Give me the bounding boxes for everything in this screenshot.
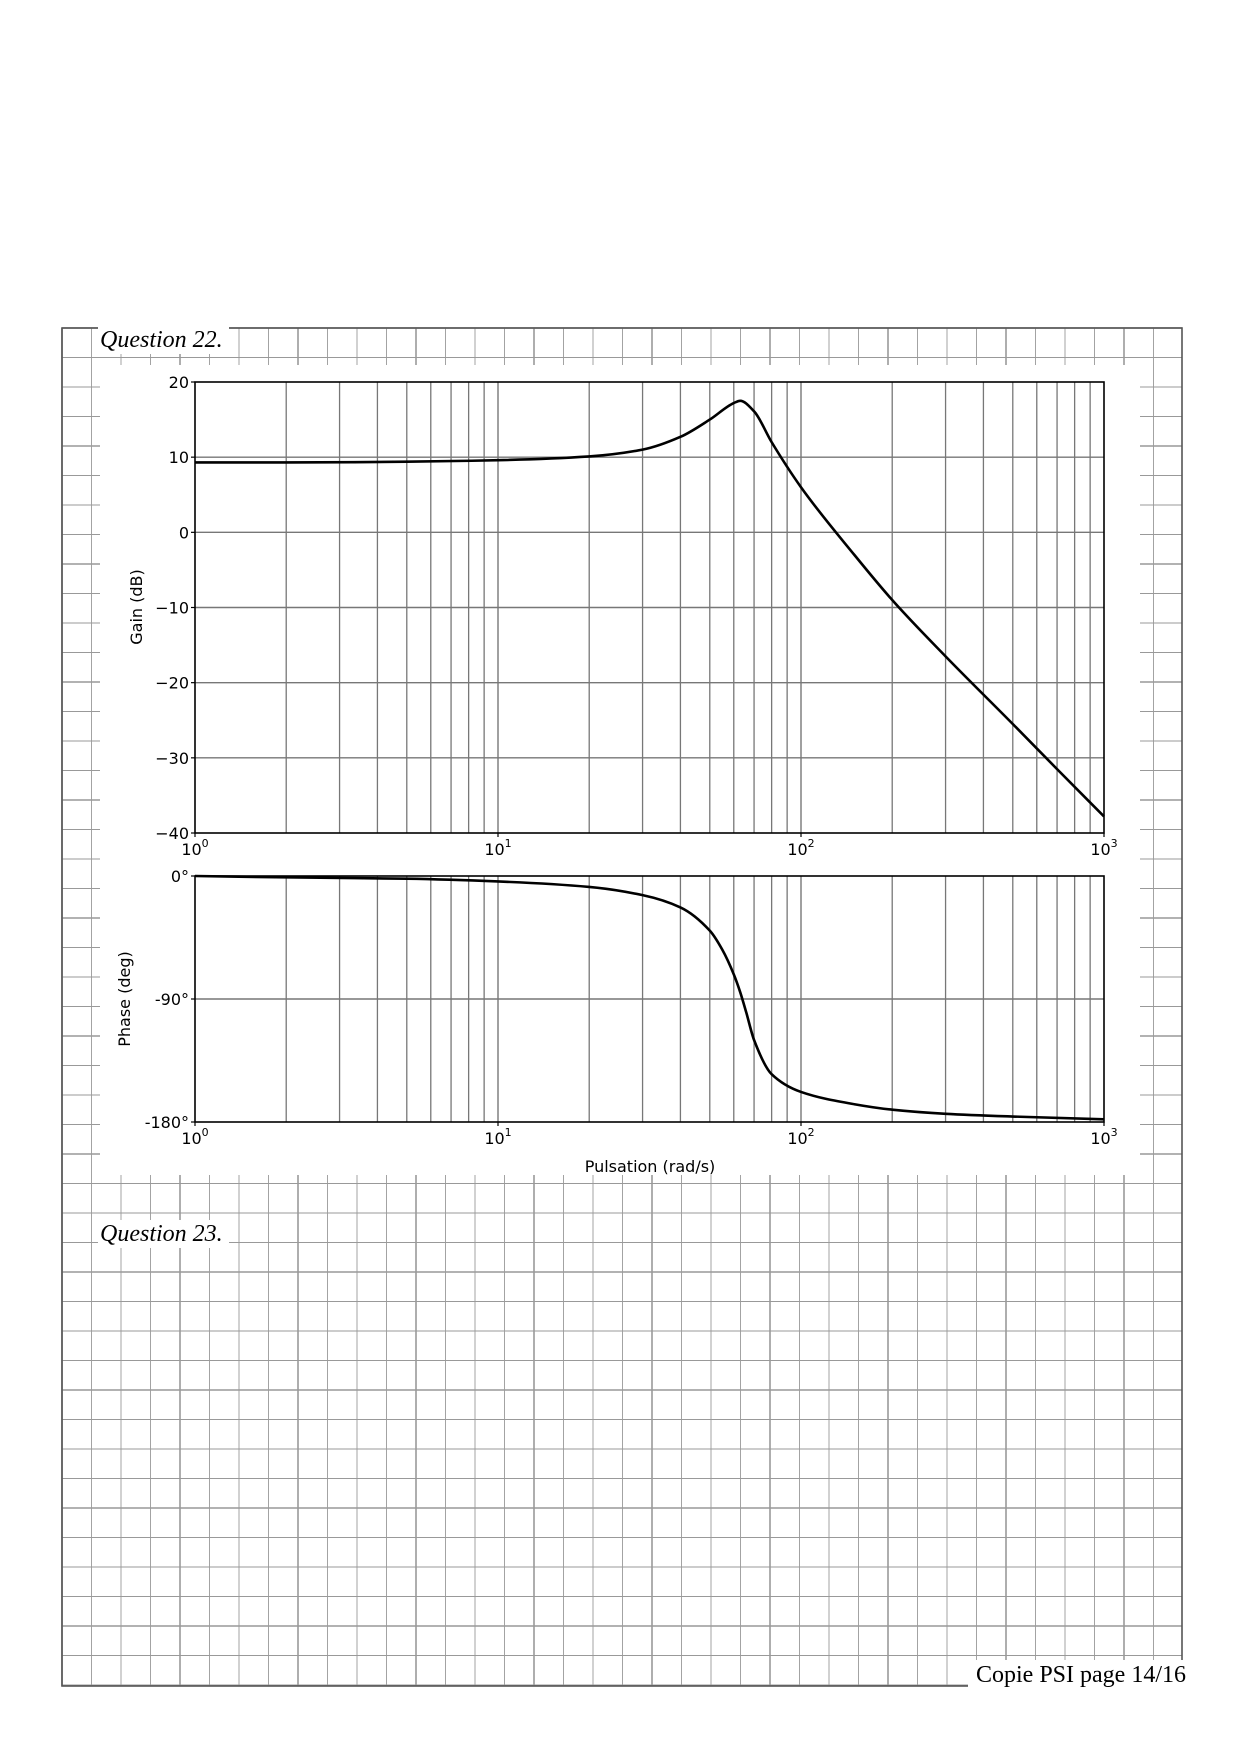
y-tick-label: 10 bbox=[168, 448, 189, 468]
x-tick-label: $10^2$ bbox=[787, 837, 815, 859]
x-tick-label: $10^1$ bbox=[484, 837, 512, 859]
x-tick-label: $10^0$ bbox=[181, 1126, 209, 1148]
question-23-label: Question 23. bbox=[98, 1220, 229, 1248]
x-tick-label: $10^3$ bbox=[1090, 1126, 1118, 1148]
y-tick-label: −30 bbox=[155, 748, 189, 768]
phase-y-axis-label: Phase (deg) bbox=[115, 951, 134, 1047]
x-tick-label: $10^0$ bbox=[181, 837, 209, 859]
y-tick-label: 0 bbox=[178, 523, 189, 543]
x-tick-label: $10^1$ bbox=[484, 1126, 512, 1148]
y-tick-label: 20 bbox=[168, 373, 189, 392]
y-tick-label: -180° bbox=[144, 1113, 189, 1132]
y-tick-label: 0° bbox=[170, 867, 189, 886]
x-axis-label: Pulsation (rad/s) bbox=[584, 1157, 716, 1176]
y-tick-label: −20 bbox=[155, 673, 189, 693]
x-tick-label: $10^2$ bbox=[787, 1126, 815, 1148]
x-tick-label: $10^3$ bbox=[1090, 837, 1118, 859]
gain-y-axis-label: Gain (dB) bbox=[127, 569, 146, 645]
page-footer: Copie PSI page 14/16 bbox=[968, 1660, 1188, 1690]
y-tick-label: −40 bbox=[155, 824, 189, 843]
y-tick-label: −10 bbox=[155, 598, 189, 618]
question-22-label: Question 22. bbox=[98, 326, 229, 354]
y-tick-label: -90° bbox=[154, 990, 189, 1009]
